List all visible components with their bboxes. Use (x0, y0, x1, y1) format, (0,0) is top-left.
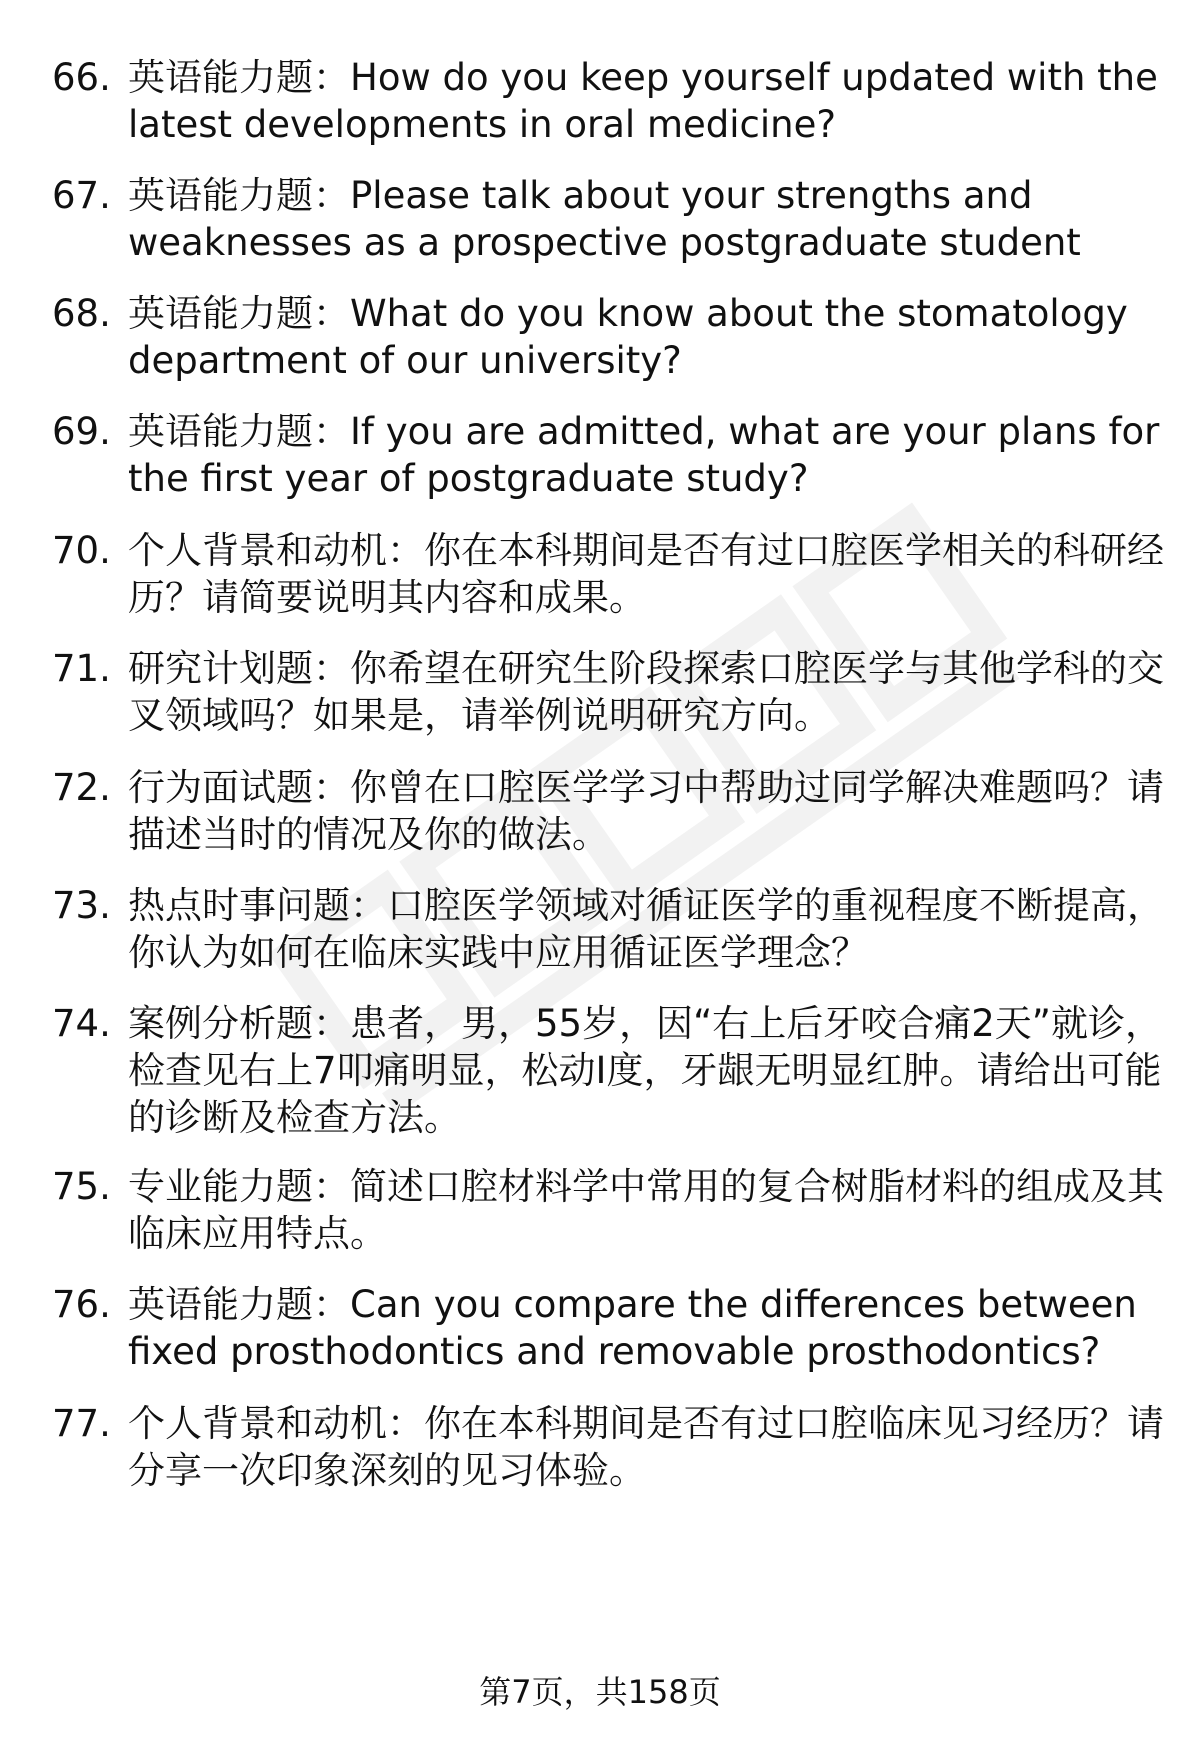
question-text: 专业能力题：简述口腔材料学中常用的复合树脂材料的组成及其临床应用特点。 (128, 1165, 1164, 1255)
question-number: 68. (52, 292, 111, 335)
question-number: 71. (52, 647, 111, 690)
question-text: 行为面试题：你曾在口腔医学学习中帮助过同学解决难题吗？请描述当时的情况及你的做法。 (128, 766, 1164, 856)
question-number: 77. (52, 1402, 111, 1445)
question-number: 76. (52, 1283, 111, 1326)
question-number: 69. (52, 410, 111, 453)
question-text: 个人背景和动机：你在本科期间是否有过口腔临床见习经历？请分享一次印象深刻的见习体验。 (128, 1402, 1164, 1492)
question-text: 热点时事问题：口腔医学领域对循证医学的重视程度不断提高，你认为如何在临床实践中应用循证医学理念？ (128, 884, 1164, 974)
page-number-footer: 第7页，共158页 (479, 1673, 721, 1711)
question-text: 英语能力题：How do you keep yourself updated with the latest developments in oral medicine? (128, 56, 1158, 146)
question-text: 个人背景和动机：你在本科期间是否有过口腔医学相关的科研经历？请简要说明其内容和成果。 (128, 529, 1164, 619)
question-text: 英语能力题：Please talk about your strengths and weaknesses as a prospective postgraduate student (128, 174, 1081, 264)
question-number: 67. (52, 174, 111, 217)
question-number: 72. (52, 766, 111, 809)
question-number: 70. (52, 529, 111, 572)
question-number: 66. (52, 56, 111, 99)
question-number: 73. (52, 884, 111, 927)
question-text: 案例分析题：患者，男，55岁，因“右上后牙咬合痛2天”就诊，检查见右上7叩痛明显，松动Ⅰ度，牙龈无明显红肿。请给出可能的诊断及检查方法。 (128, 1002, 1162, 1139)
question-text: 研究计划题：你希望在研究生阶段探索口腔医学与其他学科的交叉领域吗？如果是，请举例说明研究方向。 (128, 647, 1164, 737)
question-number: 74. (52, 1002, 111, 1045)
question-text: 英语能力题：Can you compare the differences between fixed prosthodontics and removable prosthodontics? (128, 1283, 1137, 1373)
question-text: 英语能力题：What do you know about the stomatology department of our university? (128, 292, 1128, 382)
question-text: 英语能力题：If you are admitted, what are your plans for the first year of postgraduate study? (128, 410, 1160, 500)
question-number: 75. (52, 1165, 111, 1208)
